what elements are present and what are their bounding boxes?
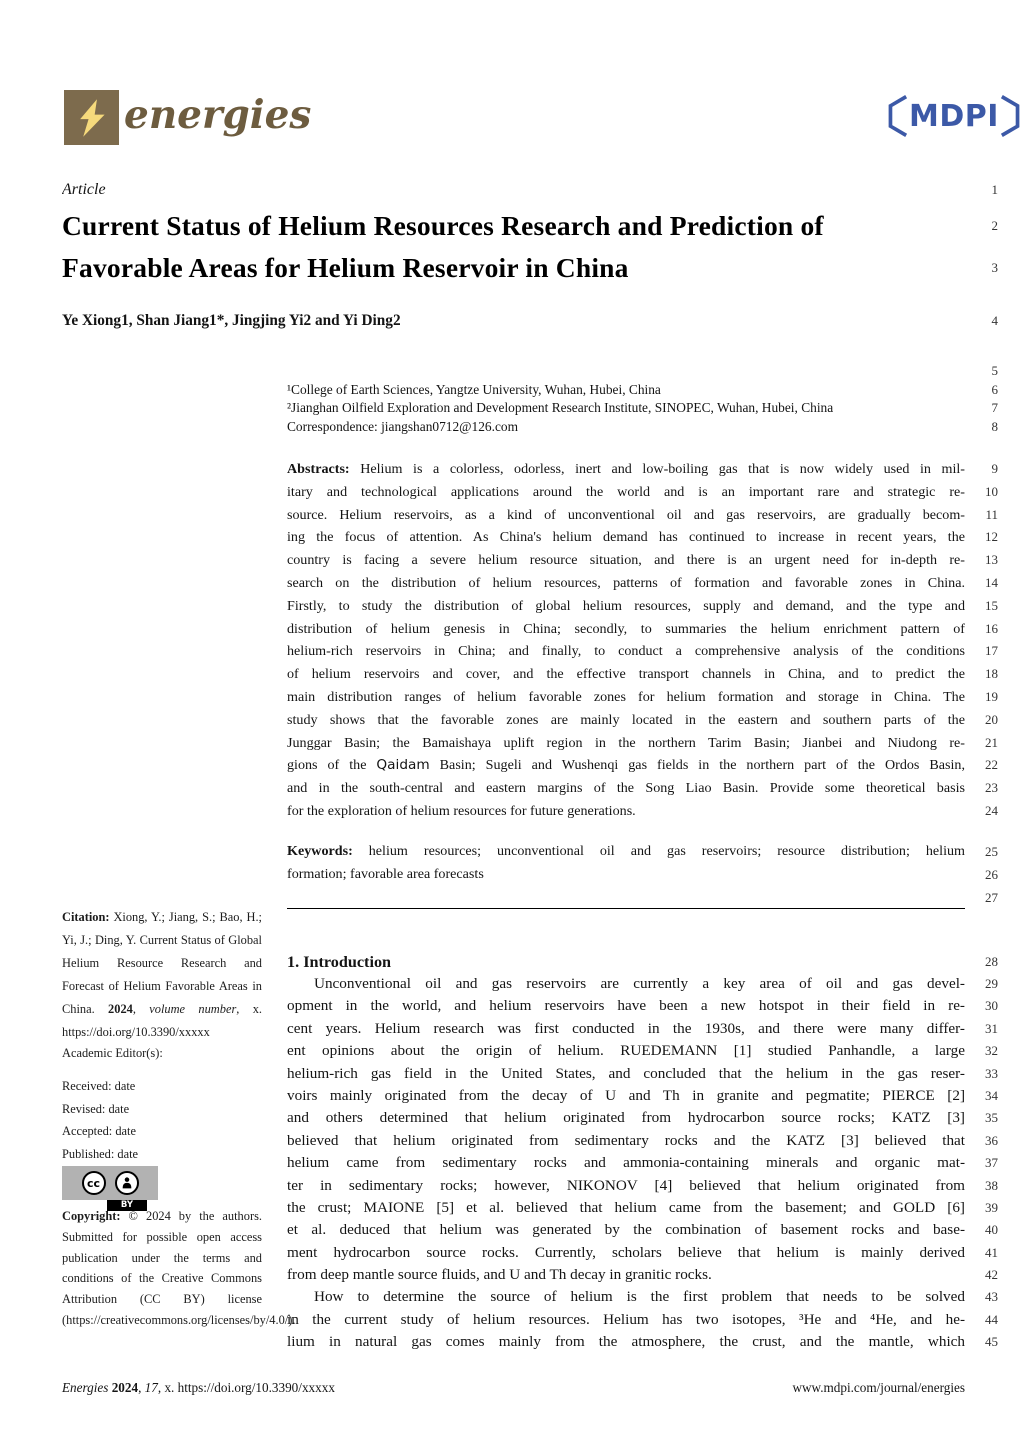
- text-segment: source. Helium reservoirs, as a kind of unconventional oil and gas reservoirs, are gradually becom-: [287, 506, 965, 523]
- line-number: 17: [985, 643, 998, 659]
- doc-line: [287, 732, 998, 755]
- line-text: [287, 1331, 965, 1353]
- text-segment: in the current study of helium resources. Helium has two isotopes, ³He and ⁴He, and he-: [287, 1310, 965, 1328]
- line-number: 6: [991, 381, 998, 397]
- line-number: 35: [985, 1110, 998, 1126]
- line-text: [287, 1130, 965, 1152]
- text-segment: helium-rich gas field in the United States, and concluded that the helium in the gas reser-: [287, 1064, 965, 1082]
- text-segment: ment hydrocarbon source rocks. Currently, scholars believe that helium is mainly derived: [287, 1243, 965, 1261]
- line-number: 27: [985, 890, 998, 905]
- text-segment: study shows that the favorable zones are mainly located in the eastern and southern parts of the: [287, 711, 965, 728]
- doc-line: [287, 418, 998, 437]
- affiliations-block: [287, 362, 998, 436]
- line-number: 24: [985, 802, 998, 818]
- line-number: 9: [991, 461, 998, 476]
- line-text: [287, 777, 965, 800]
- text-segment: Junggar Basin; the Bamaishaya uplift region in the northern Tarim Basin; Jianbei and Niudong re-: [287, 734, 965, 751]
- dates-block: [62, 1075, 262, 1165]
- publisher-logo: [884, 93, 1024, 139]
- text-segment: helium resources; unconventional oil and gas reservoirs; resource distribution; helium: [368, 843, 965, 859]
- doc-line: [287, 1107, 998, 1129]
- lightning-bolt-icon: [71, 97, 113, 139]
- line-text: [287, 362, 965, 381]
- doc-line: [287, 950, 998, 974]
- line-number: 28: [985, 954, 998, 969]
- text-segment: Unconventional oil and gas reservoirs are currently a key area of oil and gas devel-: [314, 975, 965, 992]
- line-text: [287, 1063, 965, 1085]
- doc-line: [287, 777, 998, 800]
- text-segment: itary and technological applications around the world and is an important rare and strategic re-: [287, 483, 965, 500]
- text-segment: 2024: [108, 1002, 133, 1016]
- doc-line: [287, 754, 998, 777]
- academic-editor-note: Academic Editor(s):: [62, 1046, 163, 1060]
- line-text: [287, 840, 965, 863]
- line-text: [62, 310, 965, 332]
- line-text: [287, 800, 965, 823]
- line-number: 5: [991, 363, 998, 378]
- line-number: 21: [985, 734, 998, 750]
- line-text: [287, 640, 965, 663]
- line-number: 11: [985, 506, 998, 522]
- line-number: 40: [985, 1222, 998, 1238]
- doc-line: [287, 1197, 998, 1219]
- line-text: [287, 1018, 965, 1040]
- page-title: [62, 205, 998, 289]
- introduction-paragraphs: [287, 973, 998, 1354]
- line-number: 43: [985, 1289, 998, 1305]
- doc-line: [287, 995, 998, 1017]
- doc-line: [62, 180, 998, 200]
- line-text: [287, 504, 965, 527]
- section-divider: [287, 908, 965, 909]
- doc-line: [287, 686, 998, 709]
- doc-line: [287, 973, 998, 995]
- line-text: [287, 595, 965, 618]
- line-number: 42: [985, 1267, 998, 1283]
- line-number: 13: [985, 552, 998, 568]
- line-text: [287, 1040, 965, 1062]
- text-segment: Citation:: [62, 910, 114, 924]
- doc-line: [287, 800, 998, 823]
- text-segment: et al. deduced that helium was generated by the combination of basement rocks and base-: [287, 1221, 965, 1239]
- line-text: [287, 973, 965, 995]
- doc-line: [62, 310, 998, 332]
- text-segment: © 2024 by the authors. Submitted for possible open access publication under the terms and conditions of the Creative Commons Attribution (CC BY) license (https://creativecommons.org/licenses/by/4.0/).: [62, 1209, 296, 1327]
- article-type-label: [62, 180, 998, 200]
- doc-line: [287, 595, 998, 618]
- text-segment: Qaidam: [376, 757, 430, 774]
- person-icon: [115, 1171, 139, 1195]
- text-segment: and others determined that helium originated from hydrocarbon source rocks; KATZ [3]: [287, 1109, 965, 1127]
- text-segment: and in the south-central and eastern margins of the Song Liao Basin. Provide some theoretical basis: [287, 780, 965, 797]
- text-segment: ¹College of Earth Sciences, Yangtze University, Wuhan, Hubei, China: [287, 381, 661, 397]
- line-text: [287, 1152, 965, 1174]
- line-text: [287, 458, 965, 481]
- text-segment: How to determine the source of helium is the first problem that needs to be solved: [314, 1288, 965, 1306]
- text-segment: country is facing a severe helium resource situation, and there is an urgent need for in-depth re-: [287, 552, 965, 569]
- line-number: 32: [985, 1043, 998, 1059]
- doc-line: [287, 1018, 998, 1040]
- line-number: 26: [985, 867, 998, 882]
- revised-date: Revised: date: [62, 1101, 130, 1116]
- text-segment: Copyright:: [62, 1209, 129, 1223]
- text-segment: of helium reservoirs and cover, and the effective transport channels in China, and to predict the: [287, 666, 965, 683]
- doc-line: [287, 709, 998, 732]
- text-segment: Xiong, Y.; Jiang, S.; Bao, H.; Yi, J.; Ding, Y. Current Status of Global Helium Resource Research and Forecast of Helium Favorable Areas in China.: [62, 910, 262, 1016]
- doc-line: [287, 863, 998, 886]
- doc-line: [287, 481, 998, 504]
- line-number: 23: [985, 780, 998, 796]
- doc-line: [287, 1040, 998, 1062]
- copyright-note: [62, 1206, 296, 1331]
- page-footer: [62, 1380, 965, 1396]
- line-text: [287, 381, 965, 400]
- accepted-date: Accepted: date: [62, 1124, 136, 1139]
- line-number: 37: [985, 1155, 998, 1171]
- line-text: [287, 1242, 965, 1264]
- doc-line: [287, 1264, 998, 1286]
- line-number: 22: [985, 757, 998, 773]
- line-text: [287, 686, 965, 709]
- doc-line: [287, 526, 998, 549]
- line-text: [287, 1175, 965, 1197]
- line-number: 1: [991, 182, 998, 197]
- line-text: [287, 1107, 965, 1129]
- line-number: 4: [991, 313, 998, 328]
- text-segment: Favorable Areas for Helium Reservoir in China: [62, 252, 629, 283]
- cc-badge-plaque: [62, 1166, 158, 1200]
- text-segment: 17: [144, 1380, 158, 1395]
- line-number: 15: [985, 597, 998, 613]
- line-number: 41: [985, 1244, 998, 1260]
- line-number: 25: [985, 844, 998, 859]
- line-text: [287, 1309, 965, 1331]
- cc-icon: cc: [82, 1171, 106, 1195]
- line-text: [287, 572, 965, 595]
- line-number: 8: [991, 418, 998, 434]
- line-number: 20: [985, 711, 998, 727]
- doc-line: [287, 618, 998, 641]
- text-segment: ter in sedimentary rocks; however, NIKONOV [4] believed that helium originated from: [287, 1176, 965, 1194]
- line-number: 33: [985, 1065, 998, 1081]
- mdpi-bracket-left-icon: [884, 93, 908, 139]
- citation-note: [62, 906, 262, 1044]
- line-text: [287, 663, 965, 686]
- text-segment: opment in the world, and helium reservoirs have been a new hotspot in their field in re-: [287, 997, 965, 1015]
- line-text: [287, 618, 965, 641]
- line-number: 19: [985, 688, 998, 704]
- footer-journal-url: www.mdpi.com/journal/energies: [792, 1380, 965, 1395]
- line-text: [287, 1197, 965, 1219]
- text-segment: ,: [132, 1002, 150, 1016]
- text-segment: Ye Xiong1, Shan Jiang1*, Jingjing Yi2 and Yi Ding2: [62, 312, 401, 329]
- line-text: [287, 481, 965, 504]
- line-number: 12: [985, 529, 998, 545]
- doc-line: [287, 1331, 998, 1353]
- text-segment: Abstracts:: [287, 461, 361, 477]
- doc-line: [287, 1286, 998, 1308]
- text-segment: Current Status of Helium Resources Research and Prediction of: [62, 210, 824, 241]
- line-text: [287, 549, 965, 572]
- line-number: 14: [985, 574, 998, 590]
- line-number: 3: [991, 260, 998, 275]
- doc-line: [287, 1175, 998, 1197]
- line-number: 7: [991, 400, 998, 416]
- text-segment: gions of the: [287, 757, 377, 774]
- text-segment: Basin; Sugeli and Wushenqi gas fields in the northern part of the Ordos Basin,: [429, 757, 965, 774]
- text-segment: voirs mainly originated from the decay of U and Th in granite and pegmatite; PIERCE [2]: [287, 1086, 965, 1104]
- line-text: [287, 732, 965, 755]
- energies-logo: [64, 90, 119, 145]
- line-number: 38: [985, 1177, 998, 1193]
- line-text: [287, 526, 965, 549]
- line-text: [287, 709, 965, 732]
- line-number: 45: [985, 1334, 998, 1350]
- text-segment: search on the distribution of helium resources, patterns of formation and favorable zones in China.: [287, 574, 965, 591]
- text-segment: , x. https://doi.org/10.3390/xxxxx: [62, 1002, 262, 1039]
- line-text: [62, 180, 965, 200]
- doc-line: [287, 1063, 998, 1085]
- line-number: 31: [985, 1020, 998, 1036]
- line-number: 39: [985, 1199, 998, 1215]
- line-number: 44: [985, 1311, 998, 1327]
- text-segment: main distribution ranges of helium favorable zones for helium formation and storage in China. The: [287, 688, 965, 705]
- line-text: [287, 1219, 965, 1241]
- text-segment: ent opinions about the origin of helium. RUEDEMANN [1] studied Panhandle, a large: [287, 1042, 965, 1060]
- text-segment: Firstly, to study the distribution of global helium resources, supply and demand, and the type and: [287, 597, 965, 614]
- text-segment: Article: [62, 181, 106, 198]
- doc-line: [287, 458, 998, 481]
- doc-line: [287, 640, 998, 663]
- published-date: Published: date: [62, 1146, 139, 1161]
- text-segment: lium in natural gas comes mainly from the atmosphere, the crust, and the mantle, which: [287, 1333, 965, 1351]
- text-segment: for the exploration of helium resources for future generations.: [287, 802, 636, 819]
- cc-license-badge: [62, 1166, 158, 1210]
- authors-line: [62, 310, 998, 332]
- doc-line: [287, 1242, 998, 1264]
- abstract-block: [287, 458, 998, 823]
- text-segment: believed that helium originated from sedimentary rocks and the KATZ [3] believed that: [287, 1131, 965, 1149]
- doc-line: [287, 840, 998, 863]
- text-segment: Correspondence: jiangshan0712@126.com: [287, 418, 518, 434]
- introduction-heading: [287, 950, 998, 974]
- text-segment: ,: [138, 1380, 145, 1395]
- line-text: [287, 950, 965, 974]
- line-text: [287, 1085, 965, 1107]
- doc-line: [62, 205, 998, 247]
- line-text: [62, 205, 965, 247]
- line-text: [287, 399, 965, 418]
- line-text: [287, 754, 965, 777]
- doc-line: [287, 1152, 998, 1174]
- doc-line: [287, 549, 998, 572]
- line-number: 16: [985, 620, 998, 636]
- cc-by-label: BY: [107, 1200, 147, 1211]
- text-segment: ing the focus of attention. As China's helium demand has continued to increase in recent years, the: [287, 529, 965, 546]
- doc-line: [287, 1130, 998, 1152]
- text-segment: the crust; MAIONE [5] et al. believed that helium came from the basement; and GOLD [6]: [287, 1198, 965, 1216]
- text-segment: volume number: [149, 1002, 237, 1016]
- text-segment: 1. Introduction: [287, 953, 392, 971]
- line-text: [287, 1286, 965, 1308]
- doc-line: [287, 1219, 998, 1241]
- line-number: 36: [985, 1132, 998, 1148]
- publisher-name: MDPI: [909, 98, 999, 134]
- line-number: 29: [985, 976, 998, 991]
- footer-journal-ref: [62, 1380, 335, 1396]
- line-number: 2: [991, 218, 998, 233]
- line-number: 30: [985, 998, 998, 1014]
- text-segment: , x. https://doi.org/10.3390/xxxxx: [157, 1380, 335, 1395]
- journal-name: energies: [124, 92, 312, 138]
- doc-line: [287, 663, 998, 686]
- line-number: 18: [985, 666, 998, 682]
- line-text: [287, 886, 965, 909]
- text-segment: Energies: [62, 1380, 112, 1395]
- line-text: [287, 995, 965, 1017]
- doc-line: [287, 1085, 998, 1107]
- doc-line: [287, 886, 998, 909]
- text-segment: cent years. Helium research was first conducted in the 1930s, and there were many differ-: [287, 1019, 965, 1037]
- text-segment: formation; favorable area forecasts: [287, 866, 484, 882]
- text-segment: helium came from sedimentary rocks and ammonia-containing minerals and organic mat-: [287, 1154, 965, 1172]
- doc-line: [287, 362, 998, 381]
- text-segment: from deep mantle source fluids, and U and Th decay in granitic rocks.: [287, 1266, 712, 1284]
- line-number: 10: [985, 483, 998, 499]
- line-text: [62, 247, 965, 289]
- line-text: [287, 863, 965, 886]
- text-segment: helium-rich reservoirs in China; and finally, to conduct a comprehensive analysis of the conditions: [287, 643, 965, 660]
- text-segment: Helium is a colorless, odorless, inert and low-boiling gas that is now widely used in mil-: [360, 461, 965, 477]
- received-date: Received: date: [62, 1079, 136, 1093]
- doc-line: [287, 1309, 998, 1331]
- doc-line: [287, 504, 998, 527]
- doc-line: [287, 399, 998, 418]
- text-segment: Keywords:: [287, 843, 369, 859]
- keywords-block: [287, 840, 998, 909]
- mdpi-bracket-right-icon: [1000, 93, 1024, 139]
- text-segment: ²Jianghan Oilfield Exploration and Development Research Institute, SINOPEC, Wuhan, Hubei, China: [287, 400, 834, 416]
- line-text: [287, 1264, 965, 1286]
- line-number: 34: [985, 1087, 998, 1103]
- doc-line: [287, 572, 998, 595]
- text-segment: distribution of helium genesis in China; secondly, to summaries the helium enrichment pattern of: [287, 620, 965, 637]
- line-text: [287, 418, 965, 437]
- doc-line: [287, 381, 998, 400]
- text-segment: 2024: [111, 1380, 139, 1395]
- doc-line: [62, 247, 998, 289]
